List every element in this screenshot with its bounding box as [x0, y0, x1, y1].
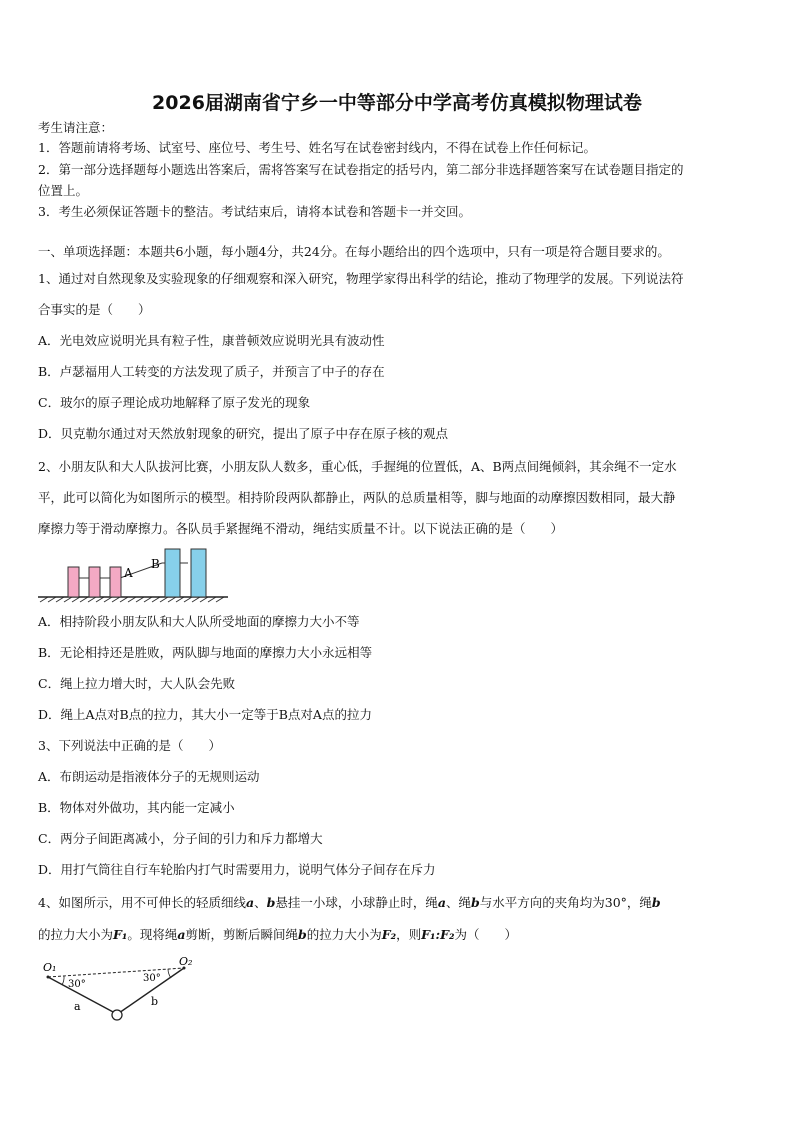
point-a-label: A	[124, 566, 133, 580]
section-heading: 一、单项选择题：本题共6小题，每小题4分，共24分。在每小题给出的四个选项中，只有一项是符合题目要求的。	[38, 244, 670, 259]
pendulum-figure	[38, 955, 198, 1025]
notice-item-2-cont: 位置上。	[38, 183, 89, 198]
angle-arc-right	[168, 969, 171, 978]
q1-stem-line-2: 合事实的是（ ）	[38, 302, 151, 317]
q4-text: 的拉力大小为	[306, 927, 382, 942]
adult-figure	[191, 549, 206, 597]
q1-stem-line-1: 1、通过对自然现象及实验现象的仔细观察和深入研究，物理学家得出科学的结论，推动了物理学的发展。下列说法符	[38, 271, 684, 286]
var-a: a	[437, 895, 446, 910]
q2-stem-line-2: 平，此可以简化为如图所示的模型。相持阶段两队都静止，两队的总质量相等，脚与地面的动摩擦因数相同，最大静	[38, 490, 676, 505]
q4-text: 剪断，剪断后瞬间绳	[185, 927, 299, 942]
q3-option-d: D．用打气筒往自行车轮胎内打气时需要用力，说明气体分子间存在斥力	[38, 862, 436, 877]
q4-stem-line-1	[38, 895, 760, 911]
point-b-label: B	[151, 557, 160, 571]
anchor-o1	[47, 976, 50, 979]
var-b: b	[266, 895, 276, 910]
ball	[112, 1010, 122, 1020]
q4-text: 为（ ）	[454, 927, 517, 942]
q4-text: 悬挂一小球，小球静止时，绳	[275, 895, 438, 910]
notice-item-2: 2．第一部分选择题每小题选出答案后，需将答案写在试卷指定的括号内，第二部分非选择题答案写在试卷题目指定的	[38, 162, 684, 177]
child-figure	[110, 567, 121, 597]
angle-label-right: 30°	[143, 973, 161, 984]
q2-option-c: C．绳上拉力增大时，大人队会先败	[38, 676, 236, 691]
label-o2: O₂	[179, 955, 193, 968]
var-b: b	[470, 895, 480, 910]
child-figure	[89, 567, 100, 597]
q4-text: 4、如图所示，用不可伸长的轻质细线	[38, 895, 246, 910]
var-a: a	[177, 927, 186, 942]
child-figure	[68, 567, 79, 597]
notice-item-3: 3．考生必须保证答题卡的整洁。考试结束后，请将本试卷和答题卡一并交回。	[38, 204, 471, 219]
tug-of-war-figure	[38, 540, 228, 606]
q3-stem: 3、下列说法中正确的是（ ）	[38, 738, 221, 753]
label-o1: O₁	[43, 961, 57, 974]
q4-text: 与水平方向的夹角均为30°，绳	[479, 895, 652, 910]
var-b: b	[298, 927, 307, 942]
var-b: b	[651, 895, 661, 910]
q4-text: ，则	[396, 927, 422, 942]
q2-option-b: B．无论相持还是胜败，两队脚与地面的摩擦力大小永远相等	[38, 645, 373, 660]
page-title: 2026届湖南省宁乡一中等部分中学高考仿真模拟物理试卷	[152, 92, 642, 114]
var-f2: F₂	[381, 927, 397, 942]
var-a: a	[245, 895, 255, 910]
q2-option-a: A．相持阶段小朋友队和大人队所受地面的摩擦力大小不等	[38, 614, 360, 629]
q4-text: 、	[254, 895, 267, 910]
q1-option-b: B．卢瑟福用人工转变的方法发现了质子，并预言了中子的存在	[38, 364, 385, 379]
q3-option-b: B．物体对外做功，其内能一定减小	[38, 800, 235, 815]
q1-option-c: C．玻尔的原子理论成功地解释了原子发光的现象	[38, 395, 311, 410]
q3-option-c: C．两分子间距离减小，分子间的引力和斥力都增大	[38, 831, 323, 846]
q2-option-d: D．绳上A点对B点的拉力，其大小一定等于B点对A点的拉力	[38, 707, 372, 722]
q4-text: 。现将绳	[127, 927, 178, 942]
q1-option-a: A．光电效应说明光具有粒子性，康普顿效应说明光具有波动性	[38, 333, 385, 348]
q4-stem-line-2	[38, 927, 760, 943]
q4-text: 、绳	[445, 895, 471, 910]
angle-arc-left	[62, 976, 64, 985]
q3-option-a: A．布朗运动是指液体分子的无规则运动	[38, 769, 260, 784]
q2-stem-line-1: 2、小朋友队和大人队拔河比赛，小朋友队人数多，重心低，手握绳的位置低，A、B两点间绳倾斜，其余绳不一定水	[38, 459, 677, 474]
label-a: a	[74, 1000, 81, 1013]
label-b: b	[151, 995, 159, 1008]
notice-item-1: 1．答题前请将考场、试室号、座位号、考生号、姓名写在试卷密封线内，不得在试卷上作任何标记。	[38, 140, 596, 155]
horizontal-dashed-line	[48, 968, 184, 977]
ratio-f1-f2: F₁:F₂	[421, 927, 455, 942]
adult-figure	[165, 549, 180, 597]
q1-option-d: D．贝克勒尔通过对天然放射现象的研究，提出了原子中存在原子核的观点	[38, 426, 449, 441]
q4-text: 的拉力大小为	[38, 927, 114, 942]
notice-heading: 考生请注意：	[38, 120, 114, 135]
q2-stem-line-3: 摩擦力等于滑动摩擦力。各队员手紧握绳不滑动，绳结实质量不计。以下说法正确的是（ ）	[38, 521, 564, 536]
var-f1: F₁	[113, 927, 128, 942]
angle-label-left: 30°	[68, 979, 86, 990]
